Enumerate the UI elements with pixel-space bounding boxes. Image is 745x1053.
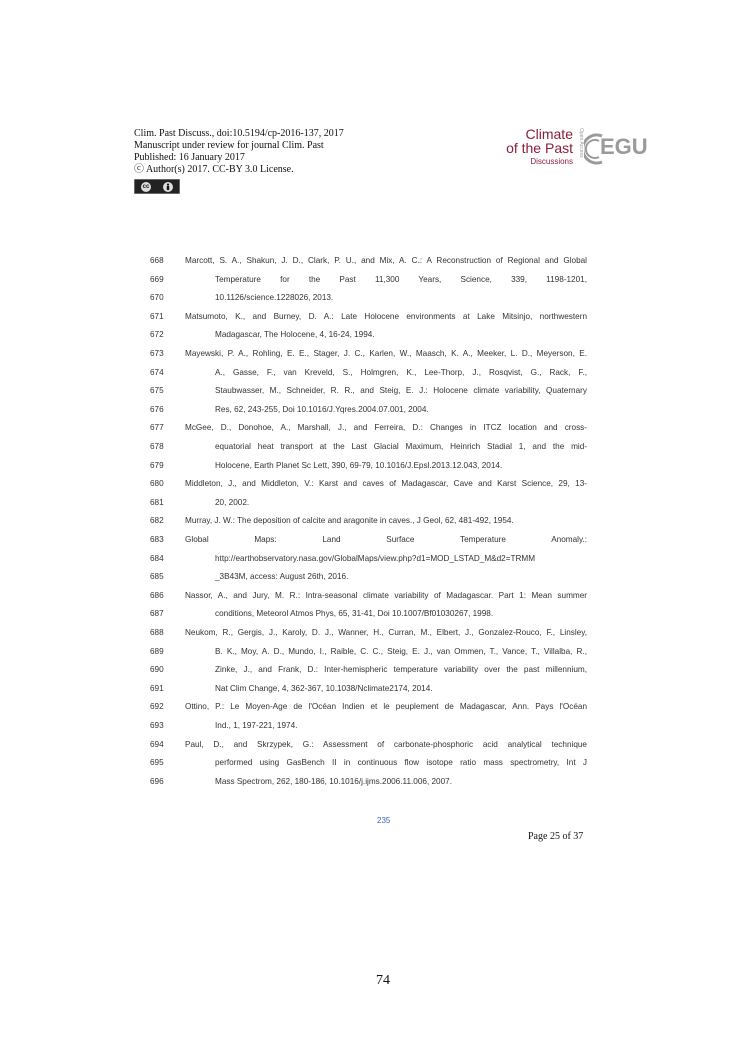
line-number: 683 <box>150 535 164 544</box>
reference-line <box>0 569 745 587</box>
reference-line <box>0 513 745 531</box>
reference-text: Madagascar, The Holocene, 4, 16-24, 1994. <box>215 330 375 340</box>
reference-line <box>0 253 745 271</box>
reference-line <box>0 606 745 624</box>
reference-text: Global Maps: Land Surface Temperature Anomaly.: <box>185 535 587 544</box>
reference-text: Ottino, P.: Le Moyen-Age de l'Océan Indien et le peuplement de Madagascar, Ann. Pays l'Océan <box>185 702 587 712</box>
page-marker: 235 <box>377 816 391 825</box>
logo-of-the-past: of the Past <box>506 140 573 156</box>
line-number: 673 <box>150 349 164 358</box>
reference-text: Res, 62, 243-255, Doi 10.1016/J.Yqres.2004.07.001, 2004. <box>215 404 429 414</box>
reference-text: Neukom, R., Gergis, J., Karoly, D. J., Wanner, H., Curran, M., Elbert, J., Gonzalez-Rouco, F., Linsley, <box>185 628 587 637</box>
line-number: 687 <box>150 609 164 619</box>
reference-line <box>0 699 745 717</box>
line-number: 693 <box>150 721 164 730</box>
review-status-line: Manuscript under review for journal Clim. Past <box>134 140 324 151</box>
line-number: 677 <box>150 423 164 433</box>
line-number: 671 <box>150 311 164 321</box>
line-number: 675 <box>150 386 164 396</box>
line-number: 674 <box>150 367 164 377</box>
reference-text: Paul, D., and Skrzypek, G.: Assessment of carbonate-phosphoric acid analytical technique <box>185 739 587 749</box>
line-number: 680 <box>150 479 164 489</box>
line-number: 668 <box>150 256 164 265</box>
reference-text: Holocene, Earth Planet Sc Lett, 390, 69-79, 10.1016/J.Epsl.2013.12.043, 2014. <box>215 460 503 470</box>
reference-text: Marcott, S. A., Shakun, J. D., Clark, P. U., and Mix, A. C.: A Reconstruction of Regional and Global <box>185 256 587 265</box>
citation-line: Clim. Past Discuss., doi:10.5194/cp-2016-137, 2017 <box>134 128 344 139</box>
line-number: 685 <box>150 572 164 582</box>
line-number: 672 <box>150 330 164 340</box>
reference-text: Staubwasser, M., Schneider, R. R., and Steig, E. J.: Holocene climate variability, Quaternary <box>215 386 587 396</box>
line-number: 669 <box>150 274 164 284</box>
line-number: 678 <box>150 442 164 451</box>
reference-line <box>0 383 745 401</box>
reference-text: Nassor, A., and Jury, M. R.: Intra-seasonal climate variability of Madagascar. Part 1: Mean summer <box>185 590 587 600</box>
reference-text: conditions, Meteorol Atmos Phys, 65, 31-41, Doi 10.1007/Bf01030267, 1998. <box>215 609 494 619</box>
line-number: 689 <box>150 646 164 656</box>
by-attribution-icon <box>163 182 173 192</box>
reference-line <box>0 551 745 569</box>
reference-text: Mass Spectrom, 262, 180-186, 10.1016/j.ijms.2006.11.006, 2007. <box>215 776 452 786</box>
line-number: 690 <box>150 665 164 675</box>
reference-text: 10.1126/science.1228026, 2013. <box>215 293 334 303</box>
reference-line <box>0 309 745 327</box>
reference-line <box>0 365 745 383</box>
reference-text: Matsumoto, K., and Burney, D. A.: Late Holocene environments at Lake Mitsinjo, northwestern <box>185 311 587 321</box>
reference-line <box>0 290 745 308</box>
line-number: 695 <box>150 758 164 768</box>
reference-text: Ind., 1, 197-221, 1974. <box>215 721 298 730</box>
reference-line <box>0 458 745 476</box>
reference-line <box>0 755 745 773</box>
reference-text: A., Gasse, F., van Kreveld, S., Holmgren, K., Lee-Thorp, J., Rosqvist, G., Rack, F., <box>215 367 587 377</box>
reference-line <box>0 402 745 420</box>
reference-text: equatorial heat transport at the Last Glacial Maximum, Heinrich Stadial 1, and the mid- <box>215 442 587 451</box>
reference-line <box>0 644 745 662</box>
reference-line <box>0 588 745 606</box>
reference-text: B. K., Moy, A. D., Mundo, I., Raible, C. C., Steig, E. J., van Ommen, T., Vance, T., Villalba, R., <box>215 646 587 656</box>
license-line: ⓒ Author(s) 2017. CC-BY 3.0 License. <box>134 164 294 175</box>
cc-by-license-icon <box>134 179 180 194</box>
reference-text: Nat Clim Change, 4, 362-367, 10.1038/Nclimate2174, 2014. <box>215 683 433 693</box>
bottom-page-number: 74 <box>376 973 390 988</box>
line-number: 692 <box>150 702 164 712</box>
logo-climate: Climate <box>525 126 573 142</box>
reference-line <box>0 346 745 364</box>
reference-text: Middleton, J., and Middleton, V.: Karst and caves of Madagascar, Cave and Karst Science, 29, 13- <box>185 479 587 489</box>
reference-text: performed using GasBench II in continuous flow isotope ratio mass spectrometry, Int J <box>215 758 587 768</box>
line-number: 686 <box>150 590 164 600</box>
reference-text: Murray, J. W.: The deposition of calcite and aragonite in caves., J Geol, 62, 481-492, 1954. <box>185 516 514 526</box>
line-number: 679 <box>150 460 164 470</box>
reference-line <box>0 681 745 699</box>
egu-logo-text: EGU <box>600 134 648 159</box>
line-number: 676 <box>150 404 164 414</box>
reference-text: Mayewski, P. A., Rohling, E. E., Stager, J. C., Karlen, W., Maasch, K. A., Meeker, L. D., Meyerson, E. <box>185 349 587 358</box>
line-number: 694 <box>150 739 164 749</box>
reference-line <box>0 718 745 736</box>
line-number: 691 <box>150 683 164 693</box>
journal-logo <box>500 126 648 176</box>
line-number: 684 <box>150 553 164 563</box>
reference-line <box>0 662 745 680</box>
reference-line <box>0 327 745 345</box>
line-number: 688 <box>150 628 164 637</box>
line-number: 670 <box>150 293 164 303</box>
reference-line <box>0 439 745 457</box>
reference-text: _3B43M, access: August 26th, 2016. <box>215 572 349 582</box>
reference-line <box>0 495 745 513</box>
reference-text: Temperature for the Past 11,300 Years, Science, 339, 1198-1201, <box>215 274 587 284</box>
reference-line <box>0 420 745 438</box>
reference-line <box>0 532 745 550</box>
reference-text: McGee, D., Donohoe, A., Marshall, J., and Ferreira, D.: Changes in ITCZ location and cross- <box>185 423 587 433</box>
published-line: Published: 16 January 2017 <box>134 152 245 163</box>
page-of-label: Page 25 of 37 <box>528 831 584 842</box>
journal-header <box>134 128 344 194</box>
reference-line <box>0 476 745 494</box>
reference-line <box>0 625 745 643</box>
reference-text: Zinke, J., and Frank, D.: Inter-hemispheric temperature variability over the past millennium, <box>215 665 587 675</box>
reference-line <box>0 272 745 290</box>
open-access-label: Open Access <box>578 128 584 158</box>
cc-logo-icon: cc <box>142 183 150 190</box>
reference-line <box>0 737 745 755</box>
reference-text: 20, 2002. <box>215 497 250 507</box>
line-number: 696 <box>150 776 164 786</box>
logo-discussions: Discussions <box>530 157 573 166</box>
line-number: 681 <box>150 497 164 507</box>
reference-text: http://earthobservatory.nasa.gov/GlobalMaps/view.php?d1=MOD_LSTAD_M&d2=TRMM <box>215 553 536 563</box>
reference-line <box>0 774 745 792</box>
line-number: 682 <box>150 516 164 526</box>
